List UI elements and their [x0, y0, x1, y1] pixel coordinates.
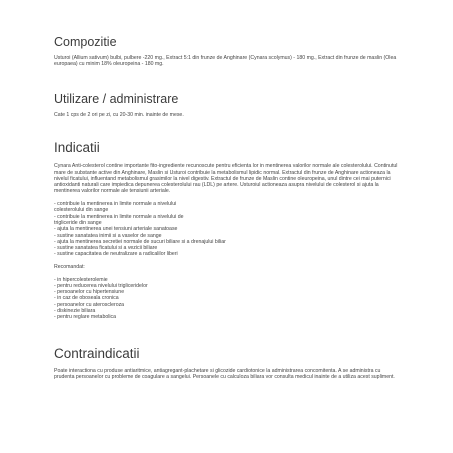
list-item: - ajuta la mentinerea unei tensiuni arteriale sanatoase [54, 226, 178, 233]
list-item: - contribuie la mentinerea in limite normale a nivelului [54, 201, 177, 208]
list-item: trigliceride din sange [54, 219, 102, 226]
section-contraindicatii [54, 347, 400, 380]
section-utilizare [54, 93, 400, 118]
list-item: - contribuie la mentinerea in limite normale a nivelului de [54, 213, 184, 220]
compozitie-text: Usturoi (Allium sativum) bulbi, pulbere -220 mg., Extract 5:1 din frunze de Anghinare (Cynara scolymus) - 180 mg., Extract din frunze de maslin (Olea europaea) cu minim 18% oleuropeina - 180 mg. [54, 54, 397, 68]
list-item: - pentru reducerea nivelului trigliceridelor [54, 282, 148, 289]
contraindicatii-text: Poate interactiona cu produse antiaritmice, antiagregant-plachetare si glicozide cardiotonice la administrarea concomitenta. A se administra cu prudenta persoanelor cu probleme de coagulare a sangelui. Persoanele cu calculoza biliara vor consulta medicul inainte de a utiliza acest supliment. [54, 367, 395, 380]
heading-indicatii: Indicatii [54, 140, 100, 156]
indicatii-paragraph: Cynara Anti-colesterol contine importante fito-ingrediente recunoscute pentru eficienta lor in mentinerea valorilor normale ale colesterolului. Continutul mare de substante active din Anghinare, Maslin si Usturoi contribuie la metabolismul lipidic normal. Extractul din frunze de Anghinare actioneaza la nivelul ficatului, influentand metabolismul grasimilor la nivel digestiv. Extractul de frunze de Maslin contine oleuropeina, unul dintre cei mai puternici antioxidanti naturali care impiedica depunerea colesterolului rau (LDL) pe artere. Usturoiul actioneaza asupra nivelului de colesterol si ajuta la mentinerea valorilor normale ale tensiunii arteriale. [54, 163, 398, 195]
section-compozitie [54, 36, 400, 67]
list-item: - diskinezie biliara [54, 308, 96, 315]
list-item: - in hipercolesterolemie [54, 276, 108, 283]
list-item: - sustine capacitatea de neutralizare a radicalilor liberi [54, 251, 178, 258]
product-description [54, 36, 400, 380]
recomandat-label: Recomandat: [54, 263, 85, 270]
list-item: colesterolului din sange [54, 207, 109, 214]
utilizare-text: Cate 1 cps de 2 ori pe zi, cu 20-30 min. inainte de mese. [54, 112, 184, 119]
list-item: - sustine sanatatea inimii si a vaselor de sange [54, 232, 162, 239]
list-item: - sustine sanatatea ficatului si a vezicii biliare [54, 245, 158, 252]
heading-contraindicatii: Contraindicatii [54, 345, 140, 361]
heading-utilizare: Utilizare / administrare [54, 92, 179, 107]
recomandat-list [54, 277, 400, 321]
list-item: - ajuta la mentinerea secretiei normale de sucuri biliare si a drenajului biliar [54, 238, 226, 245]
list-item: - persoanelor cu ateroscleroza [54, 301, 125, 308]
benefits-list [54, 201, 400, 258]
heading-compozitie: Compozitie [54, 35, 117, 49]
list-item: - pentru reglare metabolica [54, 314, 116, 321]
list-item: - persoanelor cu hipertensiune [54, 289, 125, 296]
list-item: - in caz de oboseala cronica [54, 295, 119, 302]
section-indicatii [54, 141, 400, 320]
